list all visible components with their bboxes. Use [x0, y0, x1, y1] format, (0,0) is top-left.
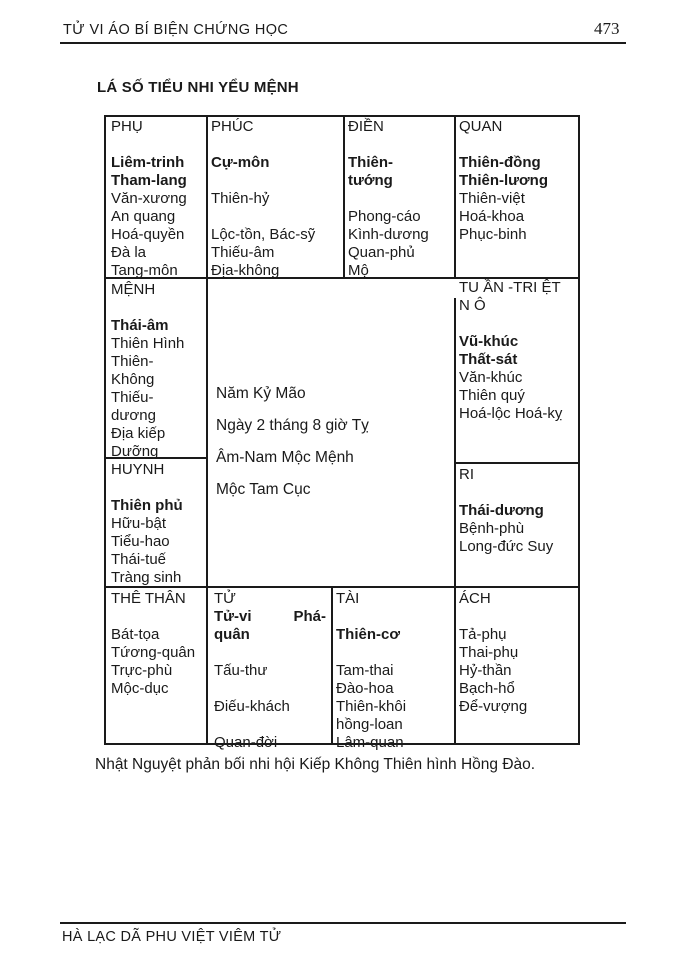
- grid-line-vertical-right-column: [454, 298, 456, 743]
- palace-menh: [111, 281, 207, 461]
- grid-line-vertical-phuc-dien: [343, 117, 345, 277]
- header-rule: [60, 42, 626, 44]
- star-line: Thiên-: [111, 353, 154, 370]
- star-line: [336, 644, 451, 662]
- star-line: Quan-phủ: [348, 244, 415, 261]
- star-line: PHÚC: [211, 118, 254, 135]
- grid-line-vertical-dien-quan: [454, 117, 456, 277]
- star-line: Mộc-dục: [111, 680, 169, 697]
- star-line: [214, 680, 326, 698]
- star-line: tướng: [348, 172, 393, 189]
- star-line: [211, 172, 343, 190]
- star-line: [214, 608, 326, 626]
- palace-quan: [459, 118, 577, 244]
- star-line: Thái-âm: [111, 317, 169, 334]
- star-line: [111, 136, 207, 154]
- star-line: Vũ-khúc: [459, 333, 519, 350]
- birth-info-yinyang: Âm-Nam Mộc Mệnh: [216, 449, 354, 466]
- star-line: [214, 716, 326, 734]
- star-line: Dưỡng: [111, 443, 159, 460]
- star-line: ÁCH: [459, 590, 491, 607]
- star-line: Kình-dương: [348, 226, 429, 243]
- palace-the-than: [111, 590, 209, 698]
- palace-huynh: [111, 461, 207, 587]
- palace-no: [459, 279, 579, 423]
- star-line: [348, 190, 454, 208]
- star-line: [111, 608, 209, 626]
- star-line: Long-đức Suy: [459, 538, 554, 555]
- star-line: Thiên-cơ: [336, 626, 400, 643]
- star-line: Lâm-quan: [336, 734, 404, 751]
- star-line: Thiếu-âm: [211, 244, 275, 261]
- star-line: [111, 299, 207, 317]
- star-line: Thất-sát: [459, 351, 518, 368]
- page-number: 473: [594, 19, 620, 38]
- star-line: An quang: [111, 208, 176, 225]
- star-line: TỬ: [214, 590, 236, 607]
- star-line: Thái-tuế: [111, 551, 167, 568]
- star-line: THÊ THÂN: [111, 590, 186, 607]
- star-line: Văn-khúc: [459, 369, 523, 386]
- star-line: [459, 484, 577, 502]
- star-line: Tham-lang: [111, 172, 187, 189]
- star-line: Bạch-hổ: [459, 680, 515, 697]
- star-line: [211, 136, 343, 154]
- star-line: Tấu-thư: [214, 662, 268, 679]
- star-line: Tang-môn: [111, 262, 178, 279]
- star-line: Trực-phù: [111, 662, 173, 679]
- star-line: [214, 644, 326, 662]
- star-line: Thiên-đồng: [459, 154, 541, 171]
- star-line: Quan-đời: [214, 734, 278, 751]
- palace-dien: [348, 118, 454, 280]
- star-line: ĐIỀN: [348, 118, 384, 135]
- birth-info-cuc: Mộc Tam Cục: [216, 481, 311, 498]
- star-line: QUAN: [459, 118, 503, 135]
- star-line: Tiểu-hao: [111, 533, 170, 550]
- palace-phu: [111, 118, 207, 280]
- palace-ri: [459, 466, 577, 556]
- star-line: Để-vượng: [459, 698, 528, 715]
- star-line: Tràng sinh: [111, 569, 182, 586]
- star-line: Bệnh-phù: [459, 520, 525, 537]
- star-line: Bát-tọa: [111, 626, 160, 643]
- palace-tai: [336, 590, 451, 752]
- star-line: Thiên-hỷ: [211, 190, 270, 207]
- star-line: HUYNH: [111, 461, 165, 478]
- star-line: Thiên-: [348, 154, 393, 171]
- tu-vi-chart: [104, 115, 580, 751]
- birth-info-year: Năm Kỷ Mão: [216, 385, 306, 402]
- star-line: Không: [111, 371, 155, 388]
- star-line: Hoá-khoa: [459, 208, 525, 225]
- star-line: dương: [111, 407, 156, 424]
- star-line: Địa-không: [211, 262, 280, 279]
- star-line: Hoá-quyền: [111, 226, 185, 243]
- star-line: [211, 208, 343, 226]
- star-line: Hoá-lộc Hoá-kỵ: [459, 405, 563, 422]
- star-line: Phong-cáo: [348, 208, 421, 225]
- star-line: Điếu-khách: [214, 698, 290, 715]
- star-line: Thiếu-: [111, 389, 154, 406]
- star-line: Tam-thai: [336, 662, 394, 679]
- star-line-part: Phá-: [293, 608, 326, 625]
- star-line: N Ô: [459, 297, 486, 314]
- star-line: Thiên phủ: [111, 497, 183, 514]
- star-line: Thiên Hình: [111, 335, 185, 352]
- footer-rule: [60, 922, 626, 924]
- star-line: hồng-loan: [336, 716, 403, 733]
- palace-phuc: [211, 118, 343, 280]
- star-line: PHỤ: [111, 118, 143, 135]
- star-line: Tả-phụ: [459, 626, 507, 643]
- star-line: quân: [214, 626, 250, 643]
- page-title: LÁ SỐ TIỂU NHI YỂU MỆNH: [97, 79, 299, 96]
- star-line: Thiên quý: [459, 387, 525, 404]
- star-line: Hỷ-thần: [459, 662, 512, 679]
- star-line: Thiên-việt: [459, 190, 525, 207]
- star-line: Đào-hoa: [336, 680, 394, 697]
- star-line: Thiên-lương: [459, 172, 549, 189]
- star-line: [459, 136, 577, 154]
- star-line: [348, 136, 454, 154]
- birth-info: [216, 378, 451, 506]
- grid-line-horizontal-no-ri: [454, 462, 578, 464]
- running-head-book-title: TỬ VI ÁO BÍ BIỆN CHỨNG HỌC: [63, 22, 289, 38]
- star-line: Phục-binh: [459, 226, 527, 243]
- chart-caption: Nhật Nguyệt phản bối nhi hội Kiếp Không Thiên hình Hồng Đào.: [95, 756, 536, 773]
- star-line: RI: [459, 466, 474, 483]
- star-line: [459, 315, 579, 333]
- star-line: MỆNH: [111, 281, 156, 298]
- star-line: TÀI: [336, 590, 360, 607]
- star-line: Thái-dương: [459, 502, 544, 519]
- star-line: Mộ: [348, 262, 369, 279]
- star-line: Thai-phụ: [459, 644, 519, 661]
- star-line: Thiên-khôi: [336, 698, 407, 715]
- birth-info-day: Ngày 2 tháng 8 giờ Tỵ: [216, 417, 369, 434]
- star-line: Liêm-trinh: [111, 154, 185, 171]
- star-line: [459, 608, 577, 626]
- star-line: Đà la: [111, 244, 147, 261]
- star-line: [336, 608, 451, 626]
- star-line: Địa kiếp: [111, 425, 166, 442]
- star-line-part: Tử-vi: [214, 608, 252, 625]
- star-line: Tứơng-quân: [111, 644, 196, 661]
- star-line: Văn-xương: [111, 190, 187, 207]
- star-line: TU ẦN -TRI ỆT: [459, 279, 561, 296]
- palace-ach: [459, 590, 577, 716]
- star-line: Hữu-bật: [111, 515, 167, 532]
- palace-tu: [214, 590, 326, 752]
- star-line: Lộc-tồn, Bác-sỹ: [211, 226, 316, 243]
- star-line: Cự-môn: [211, 154, 270, 171]
- footer-author: HÀ LẠC DÃ PHU VIỆT VIÊM TỬ: [62, 929, 282, 945]
- grid-line-vertical-tu-tai: [331, 586, 333, 743]
- star-line: [111, 479, 207, 497]
